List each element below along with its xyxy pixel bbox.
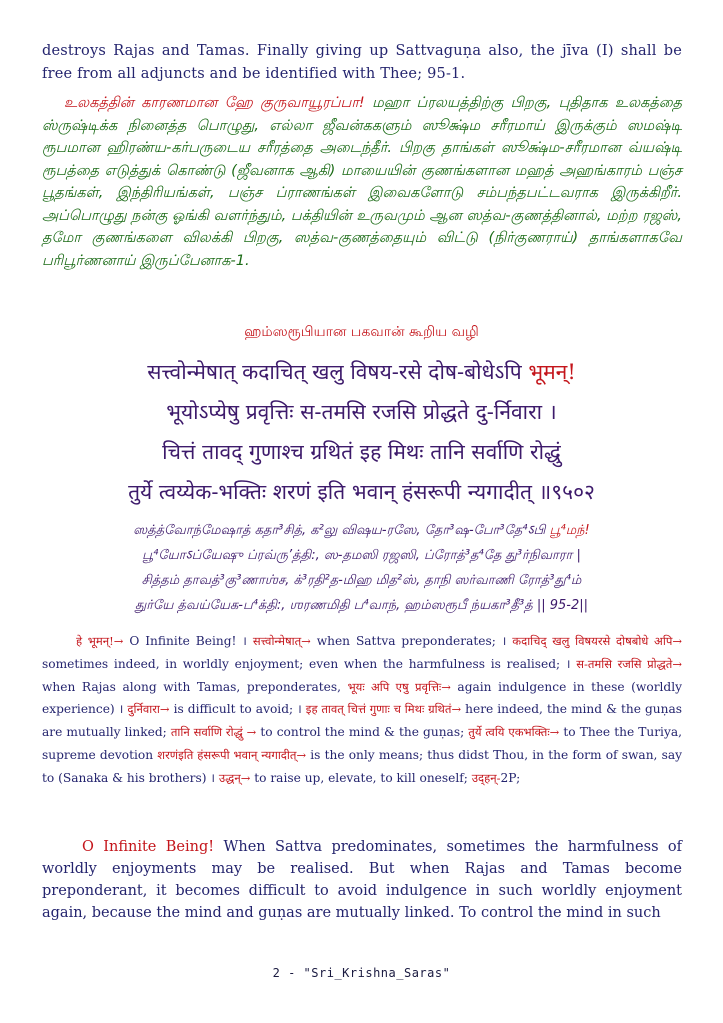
gloss-term: हे भूमन्!→ — [76, 634, 124, 648]
gloss-meaning: to raise up, elevate, to kill oneself; — [250, 770, 472, 785]
verse-line-3: चित्तं तावद् गुणाश्च ग्रथितं इह मिथः तानि सर्वाणि रोद्धुं — [162, 440, 561, 464]
verse-line-4: तुर्ये त्वय्येक-भक्तिः शरणं इति भवान् हंसरूपी न्यगादीत् ॥९५०२ — [128, 480, 595, 504]
transliteration-line-2: பூ⁴யோऽப்யேஷு ப்ரவ்ரு’த்தி:, ஸ-தமஸி ரஜஸி, ப்ரோத்³த⁴தே து³ர்நிவாரா | — [142, 548, 581, 563]
gloss-meaning: again indulgence in these (worldly experience) । — [42, 679, 682, 717]
word-gloss — [42, 630, 682, 790]
gloss-term: भूयः अपि एषु प्रवृत्तिः→ — [347, 679, 451, 694]
gloss-meaning: O Infinite Being! । — [123, 634, 253, 648]
gloss-term: उद्धन्→ — [218, 770, 251, 785]
translation-address: O Infinite Being! — [82, 839, 215, 855]
tamil-paragraph — [42, 92, 682, 272]
gloss-meaning: to Thee the Turiya, supreme devotion — [42, 725, 682, 762]
gloss-meaning: sometimes indeed, in worldly enjoyment; even when the harmfulness is realised; । — [42, 656, 577, 671]
verse-line-2: भूयोऽप्येषु प्रवृत्तिः स-तमसि रजसि प्रोद्धते दु-र्निवारा । — [166, 400, 557, 424]
transliteration-line-1 — [0, 518, 723, 543]
verse-line-1-vocative: भूमन्! — [528, 360, 576, 384]
gloss-term: कदाचिद् खलु विषयरसे दोषबोधे अपि→ — [512, 634, 682, 648]
gloss-term: उद्हन्- — [471, 770, 501, 785]
paragraph-translation — [42, 836, 682, 924]
gloss-term: इह तावत् चित्तं गुणाः च मिथः ग्रथितं→ — [305, 702, 462, 717]
gloss-meaning: 2P; — [500, 770, 521, 785]
gloss-term: शरणंइति हंसरूपी भवान् न्यगादीत्→ — [157, 747, 307, 762]
gloss-meaning: when Rajas along with Tamas, preponderates, — [42, 679, 348, 694]
gloss-meaning: is difficult to avoid; । — [169, 702, 306, 717]
gloss-meaning: here indeed, the mind & the guṇas are mutually linked; — [42, 702, 682, 740]
verse-line-1-main: सत्त्वोन्मेषात् कदाचित् खलु विषय-रसे दोष-बोधेऽपि — [147, 360, 522, 384]
gloss-meaning: to control the mind & the guṇas; — [256, 725, 469, 740]
transliteration-line-3: சித்தம் தாவத்³கு³ணாஶ்ச, க்³ரதி²த-மிஹ மித²ஸ், தாநி ஸர்வாணி ரோத்³து⁴ம் — [141, 573, 582, 588]
gloss-entries — [42, 634, 682, 785]
gloss-meaning: is the only means; thus didst Thou, in the form of swan, say to (Sanaka & his brothers) । — [42, 747, 682, 785]
tamil-paragraph-text: மஹா ப்ரலயத்திற்கு பிறகு, புதிதாக உலகத்தை ஸ்ருஷ்டிக்க நினைத்த பொழுது, எல்லா ஜீவன்ககளும் ஸூக்ஷ்ம சரீரமாய் இருக்கும் ஸமஷ்டி ரூபமான ஹிரண்ய-கர்பருடைய சரீரத்தை அடைந்தீர். பிறகு தாங்கள் ஸூக்ஷ்ம-சரீரமான வ்யஷ்டி ரூபத்தை எடுத்துக் கொண்டு (ஜீவனாக ஆகி) மாயையின் குணங்களான மஹத் அஹங்காரம் பஞ்ச பூதங்கள், இந்திரியங்கள், பஞ்ச ப்ராணங்கள் இவைகளோடு சம்பந்தபட்டவராக இருக்கிறீர். அப்பொழுது நன்கு ஓங்கி வளர்ந்தும், பக்தியின் உருவமும் ஆன ஸத்வ-குணத்தினால், மற்ற ரஜஸ், தமோ குணங்களை விலக்கி பிறகு, ஸத்வ-குணத்தையும் விட்டு (நிர்குணராய்) தாங்களாகவே பரிபூர்ணனாய் இருப்பேனாக-1. — [42, 95, 683, 269]
tamil-transliteration — [0, 518, 723, 618]
translation-text: When Sattva predominates, sometimes the harmfulness of worldly enjoyments may be realised. But when Rajas and Tamas become preponderant, it becomes difficult to avoid indulgence in such worldly enjoyment again, because the mind and guṇas are mutually linked. To control the mind in such — [42, 839, 682, 921]
sanskrit-verse — [0, 352, 723, 512]
tamil-address: உலகத்தின் காரணமான ஹே குருவாயூரப்பா! — [64, 95, 365, 111]
gloss-term: सत्त्वोन्मेषात्→ — [252, 634, 311, 648]
transliteration-line-1-main: ஸத்த்வோந்மேஷாத் கதா³சித், க²லு விஷய-ரஸே, தோ³ஷ-போ³தே⁴ऽபி — [133, 523, 546, 538]
paragraph-intro: destroys Rajas and Tamas. Finally giving up Sattvaguṇa also, the jīva (I) shall be free from all adjuncts and be identified with Thee; 95-1. — [42, 43, 682, 82]
gloss-term: स-तमसि रजसि प्रोद्धते→ — [576, 656, 682, 671]
verse-line-1 — [0, 352, 723, 392]
gloss-meaning: when Sattva preponderates; । — [310, 634, 513, 648]
gloss-term: तानि सर्वाणि रोद्धुं → — [170, 725, 257, 740]
transliteration-line-1-vocative: பூ⁴மந்! — [549, 523, 590, 538]
section-heading: ஹம்ஸரூபியான பகவான் கூறிய வழி — [244, 324, 479, 340]
gloss-term: दुर्निवारा→ — [127, 702, 170, 717]
gloss-term: तुर्ये त्वयि एकभक्तिः→ — [468, 725, 560, 740]
page-footer: 2 - "Sri_Krishna_Saras" — [272, 966, 451, 980]
transliteration-line-4: துர்யே த்வய்யேக-ப⁴க்தி:, ஶரணமிதி ப⁴வாந், ஹம்ஸரூபீ ந்யகா³தீ³த் || 95-2|| — [134, 598, 588, 613]
